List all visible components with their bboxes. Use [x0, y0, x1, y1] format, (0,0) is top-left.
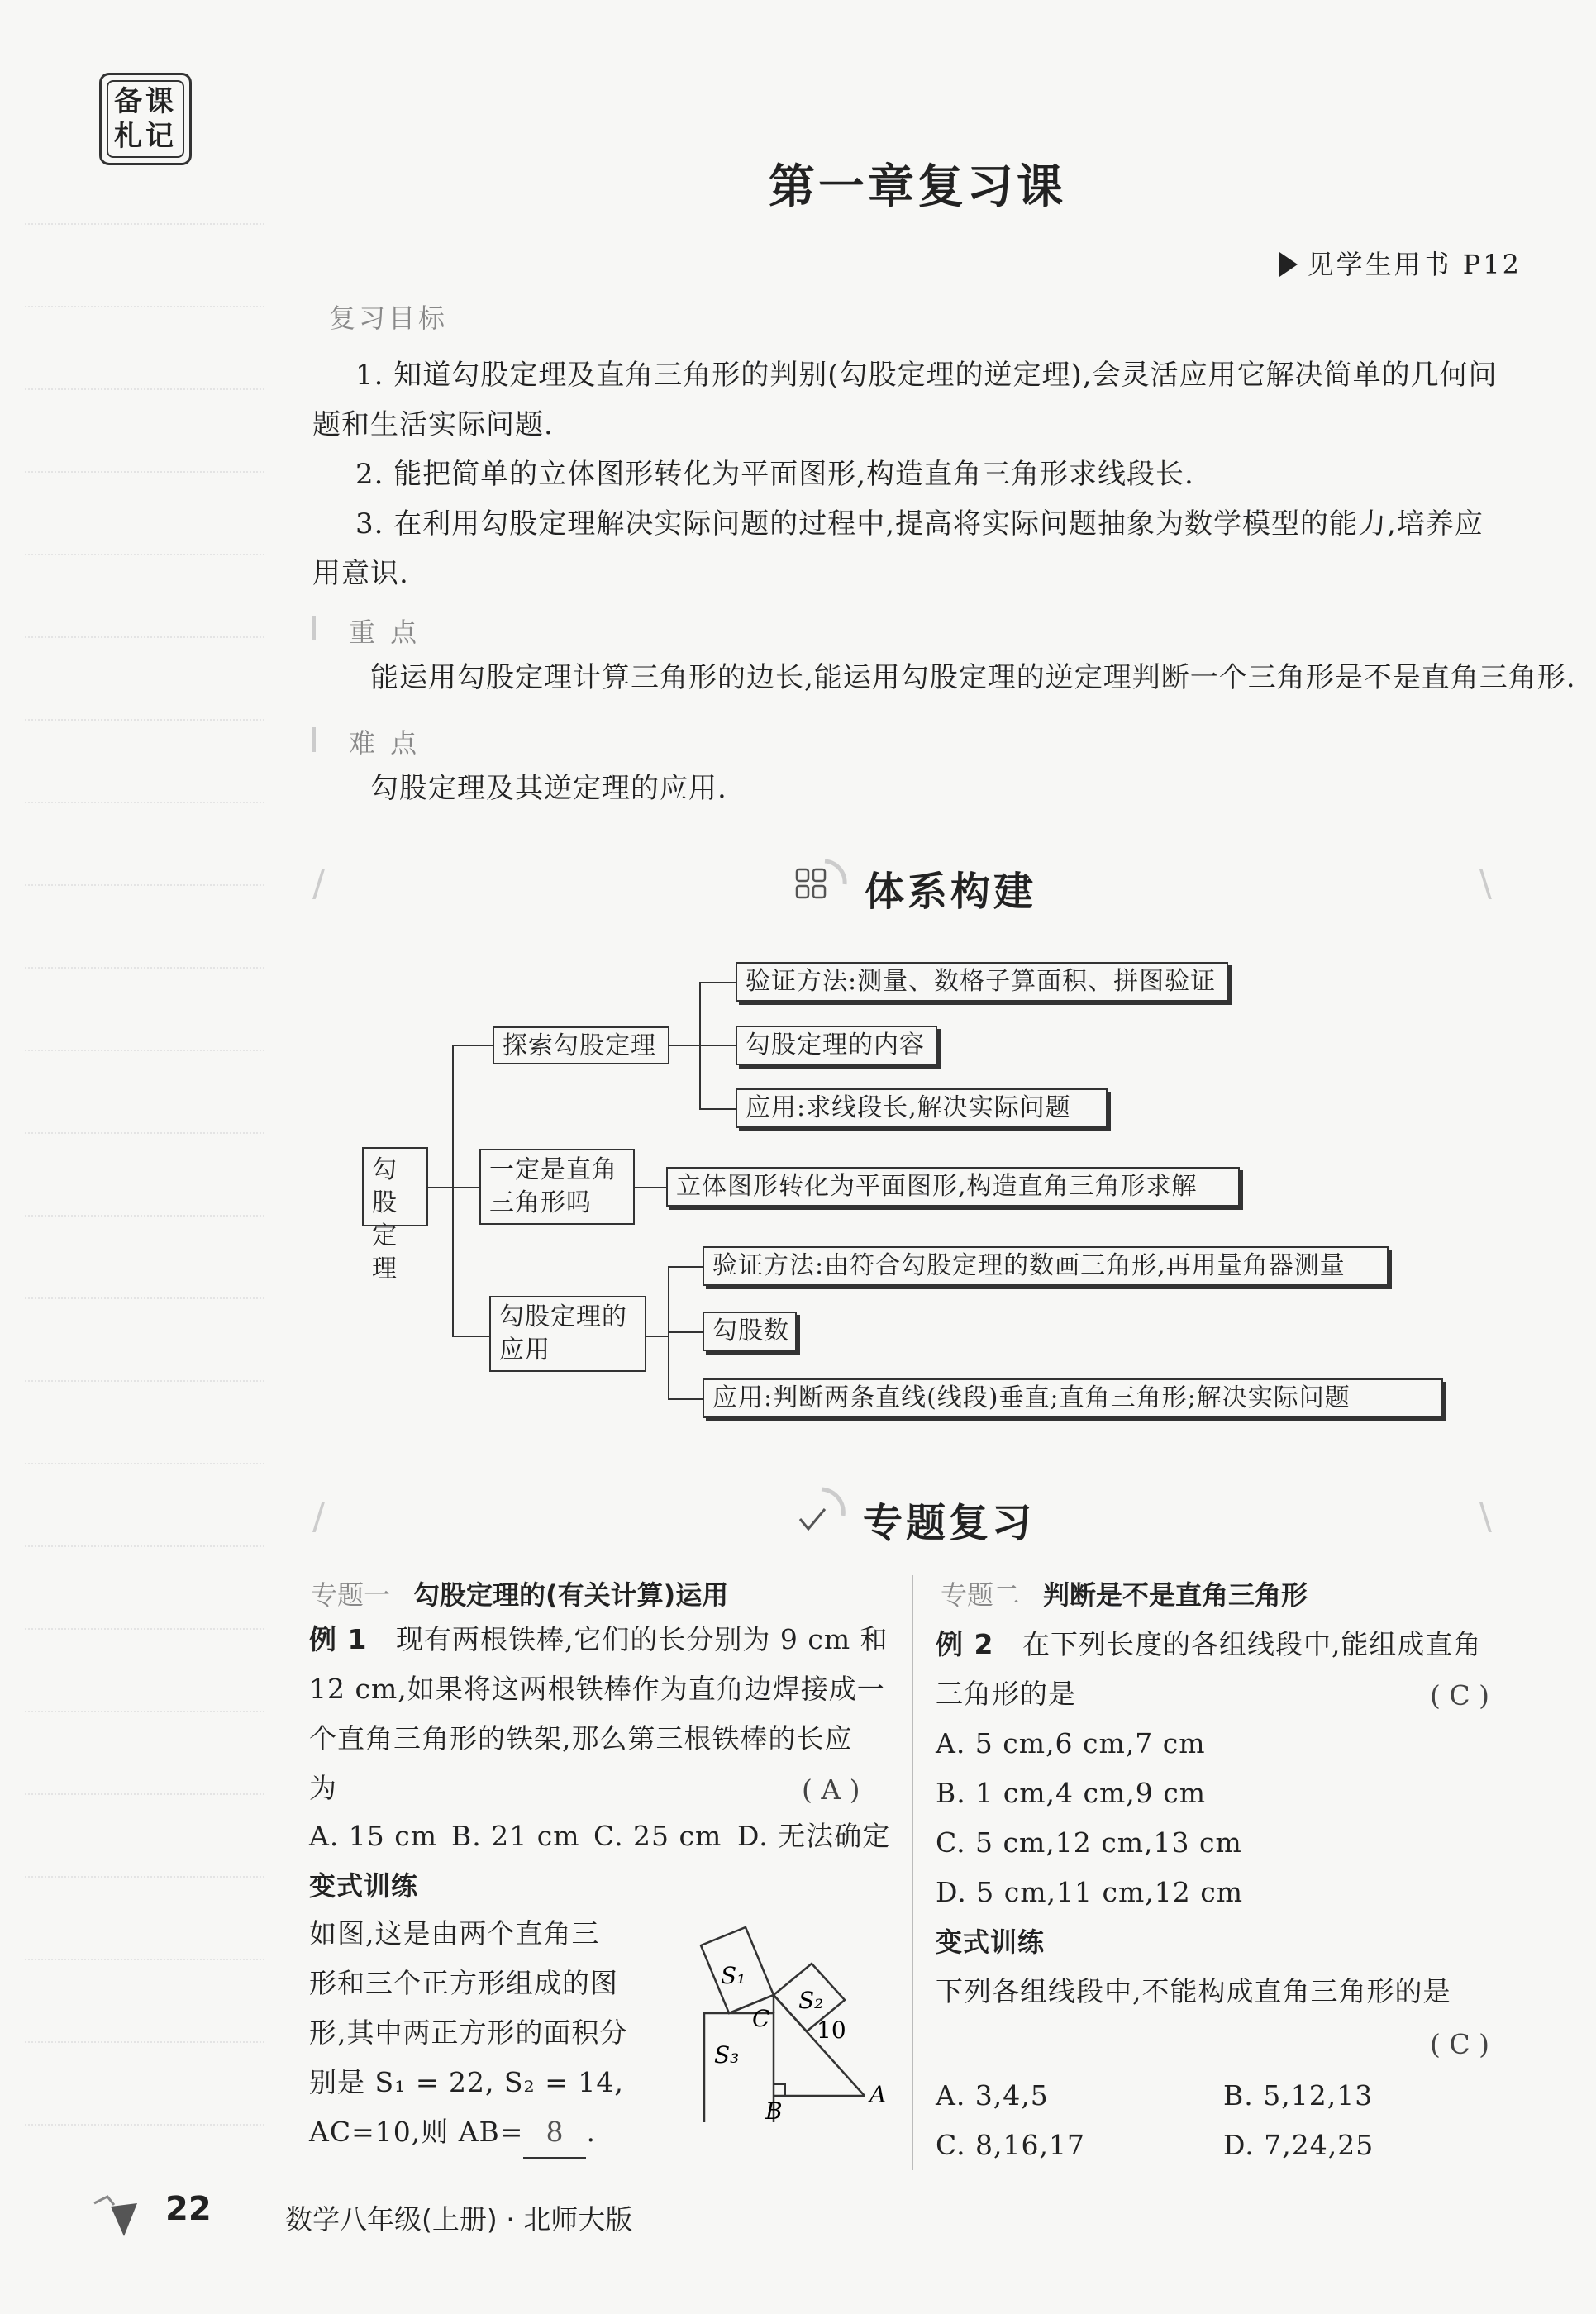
leaf-use: 应用:求线段长,解决实际问题: [736, 1088, 1108, 1128]
practice-2-question: 下列各组线段中,不能构成直角三角形的是: [936, 1975, 1451, 2007]
topic-2-heading: [941, 1574, 1308, 1612]
example-1-line-3: 个直角三角形的铁架,那么第三根铁棒的长应: [309, 1722, 853, 1755]
left-slash-icon: /: [312, 863, 325, 905]
practice-1-label: 变式训练: [309, 1870, 419, 1902]
practice-1-line-4: 别是 S₁ = 22, S₂ = 14,: [309, 2066, 624, 2098]
branch-right-triangle: 一定是直角 三角形吗: [479, 1149, 635, 1225]
right-slash-icon-2: \: [1479, 1496, 1492, 1538]
example-2-option-d: D. 5 cm,11 cm,12 cm: [936, 1876, 1244, 1908]
label-s3: S₃: [714, 2041, 740, 2069]
book-reference: 见学生用书 P12: [1279, 244, 1522, 282]
leaf-verify-2: 验证方法:由符合勾股定理的数画三角形,再用量角器测量: [703, 1246, 1389, 1286]
practice-1-line-3: 形,其中两正方形的面积分: [309, 2016, 628, 2049]
practice-2-label: 变式训练: [936, 1926, 1046, 1958]
goal-line-5: 用意识.: [312, 557, 409, 590]
example-1-option-b: B. 21 cm: [451, 1820, 580, 1852]
goal-line-2: 题和生活实际问题.: [312, 408, 554, 441]
topic-2-name: 判断是不是直角三角形: [1043, 1579, 1308, 1611]
goal-line-3: 2. 能把简单的立体图形转化为平面图形,构造直角三角形求线段长.: [355, 458, 1194, 491]
practice-1-line-1: 如图,这是由两个直角三: [309, 1917, 600, 1950]
practice-1-line-5: AC=10,则 AB= 8 .: [309, 2107, 596, 2159]
example-2-line-2: 三角形的是: [936, 1678, 1076, 1710]
example-1-line-2: 12 cm,如果将这两根铁棒作为直角边焊接成一: [309, 1673, 885, 1705]
stamp-line-2: 札记: [114, 120, 177, 153]
leaf-use-2: 应用:判断两条直线(线段)垂直;直角三角形;解决实际问题: [703, 1378, 1443, 1418]
branch-apply: 勾股定理的 应用: [489, 1296, 646, 1372]
label-c: C: [752, 2005, 770, 2032]
topic-1-name: 勾股定理的(有关计算)运用: [413, 1579, 729, 1611]
practice-2-option-b: B. 5,12,13: [1223, 2079, 1374, 2112]
goal-line-4: 3. 在利用勾股定理解决实际问题的过程中,提高将实际问题抽象为数学模型的能力,培养应: [355, 507, 1484, 540]
review-title: 专题复习: [863, 1500, 1036, 1546]
practice-1-answer: 8: [523, 2107, 586, 2159]
topic-2-tag: 专题二: [941, 1579, 1021, 1611]
system-title: 体系构建: [865, 869, 1037, 915]
root-node: 勾股 定理: [362, 1147, 428, 1226]
page-corner-icon: [86, 2192, 144, 2241]
example-1-answer: ( A ): [802, 1774, 860, 1806]
branch-explore: 探索勾股定理: [493, 1026, 669, 1064]
example-1-option-d: D. 无法确定: [737, 1820, 891, 1852]
goals-heading: 复习目标: [329, 302, 449, 334]
difficulty-text: 勾股定理及其逆定理的应用.: [370, 772, 727, 805]
apply-trunk: [668, 1266, 669, 1400]
key-bar: [312, 616, 316, 640]
root-trunk: [452, 1045, 454, 1336]
stamp-line-1: 备课: [114, 85, 177, 118]
right-slash-icon: \: [1479, 863, 1492, 905]
leaf-numbers: 勾股数: [703, 1312, 797, 1351]
leaf-verify: 验证方法:测量、数格子算面积、拼图验证: [736, 962, 1228, 1002]
system-icon: [792, 858, 850, 907]
geometry-figure: [653, 1916, 901, 2122]
practice-2-option-d: D. 7,24,25: [1223, 2129, 1374, 2161]
label-a: A: [869, 2081, 887, 2108]
page-number: 22: [165, 2190, 212, 2228]
example-1-option-c: C. 25 cm: [593, 1820, 722, 1852]
topic-1-heading: [311, 1574, 728, 1612]
label-s2: S₂: [798, 1987, 824, 2014]
label-ten: 10: [817, 2016, 846, 2044]
example-1-line-1: 例 1 现有两根铁棒,它们的长分别为 9 cm 和: [309, 1623, 889, 1655]
topic-1-tag: 专题一: [311, 1579, 391, 1611]
label-b: B: [765, 2097, 783, 2122]
left-slash-icon-2: /: [312, 1496, 325, 1538]
key-text: 能运用勾股定理计算三角形的边长,能运用勾股定理的逆定理判断一个三角形是不是直角三角形.: [370, 661, 1576, 694]
root-connector: [427, 1187, 452, 1188]
leaf-content: 勾股定理的内容: [736, 1026, 937, 1065]
key-heading: 重 点: [349, 617, 421, 648]
difficulty-heading: 难 点: [349, 727, 421, 759]
practice-1-line-2: 形和三个正方形组成的图: [309, 1967, 618, 1999]
example-2-option-c: C. 5 cm,12 cm,13 cm: [936, 1826, 1242, 1859]
example-2-option-b: B. 1 cm,4 cm,9 cm: [936, 1777, 1206, 1809]
difficulty-bar: [312, 727, 316, 752]
play-triangle-icon: [1279, 252, 1298, 277]
book-name: 数学八年级(上册) · 北师大版: [285, 2203, 633, 2235]
goal-line-1: 1. 知道勾股定理及直角三角形的判别(勾股定理的逆定理),会灵活应用它解决简单的几何问: [355, 359, 1498, 392]
leaf-solid: 立体图形转化为平面图形,构造直角三角形求解: [666, 1167, 1240, 1207]
review-icon: [792, 1484, 850, 1542]
example-2-option-a: A. 5 cm,6 cm,7 cm: [936, 1727, 1206, 1759]
label-s1: S₁: [721, 1962, 746, 1989]
practice-2-option-c: C. 8,16,17: [936, 2129, 1086, 2161]
example-1-line-4: 为: [309, 1772, 337, 1804]
example-1-option-a: A. 15 cm: [309, 1820, 438, 1852]
notes-margin: [0, 0, 273, 2314]
example-2-answer: ( C ): [1430, 1679, 1489, 1712]
column-divider: [912, 1575, 913, 2170]
practice-2-answer: ( C ): [1430, 2028, 1489, 2060]
practice-2-option-a: A. 3,4,5: [936, 2079, 1049, 2112]
example-2-line-1: 例 2 在下列长度的各组线段中,能组成直角: [936, 1628, 1482, 1660]
page-title: 第一章复习课: [769, 160, 1066, 214]
